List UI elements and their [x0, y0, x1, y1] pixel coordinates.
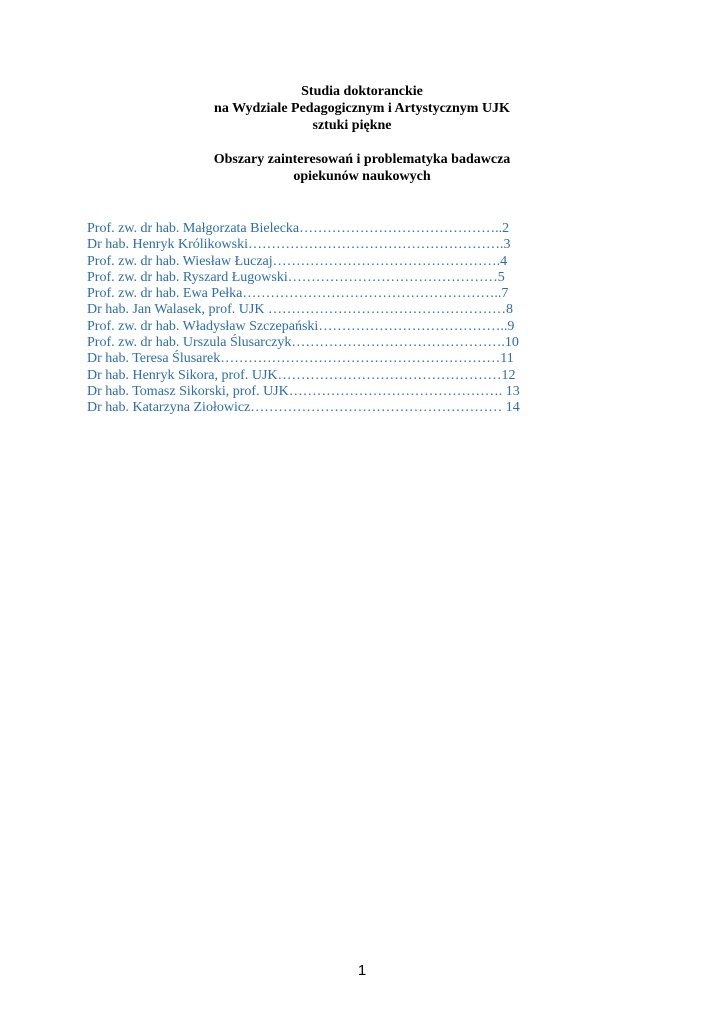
heading-line-supervisors: opiekunów naukowych	[293, 169, 431, 184]
toc-entry-szczepanski[interactable]: Prof. zw. dr hab. Władysław Szczepański…………………………………..9	[87, 318, 515, 334]
heading-spacer	[0, 134, 724, 151]
toc-entry-pelka[interactable]: Prof. zw. dr hab. Ewa Pełka………………………………………………..7	[87, 286, 509, 302]
toc-entry-bielecka[interactable]: Prof. zw. dr hab. Małgorzata Bielecka……………………………………..2	[87, 221, 510, 236]
toc-entry-luczaj[interactable]: Prof. zw. dr hab. Wiesław Łuczaj………………………………………….4	[87, 253, 508, 269]
toc-entry-krolikowski[interactable]: Dr hab. Henryk Królikowski……………………………………………….3	[87, 237, 511, 253]
table-of-contents	[87, 221, 520, 417]
heading-line-program: Studia doktoranckie	[301, 84, 423, 99]
document-heading	[0, 83, 724, 185]
toc-entry-slusarczyk[interactable]: Prof. zw. dr hab. Urszula Ślusarczyk……………………………………….10	[87, 335, 519, 351]
heading-line-faculty: na Wydziale Pedagogicznym i Artystycznym UJK	[214, 101, 510, 116]
heading-line-discipline: sztuki piękne	[312, 118, 392, 133]
toc-entry-ziolowicz[interactable]: Dr hab. Katarzyna Ziołowicz……………………………………………… 14	[87, 400, 520, 416]
heading-line-topic: Obszary zainteresowań i problematyka badawcza	[213, 152, 511, 167]
toc-entry-sikora[interactable]: Dr hab. Henryk Sikora, prof. UJK…………………………………………12	[87, 367, 516, 383]
toc-entry-sikorski[interactable]: Dr hab. Tomasz Sikorski, prof. UJK………………………………………. 13	[87, 383, 520, 399]
toc-entry-lugowski[interactable]: Prof. zw. dr hab. Ryszard Ługowski………………………………………5	[87, 269, 505, 285]
toc-entry-walasek[interactable]: Dr hab. Jan Walasek, prof. UJK ……………………………………………8	[87, 302, 513, 318]
page-number: 1	[357, 962, 367, 979]
toc-entry-slusarek[interactable]: Dr hab. Teresa Ślusarek……………………………………………………11	[87, 351, 514, 367]
